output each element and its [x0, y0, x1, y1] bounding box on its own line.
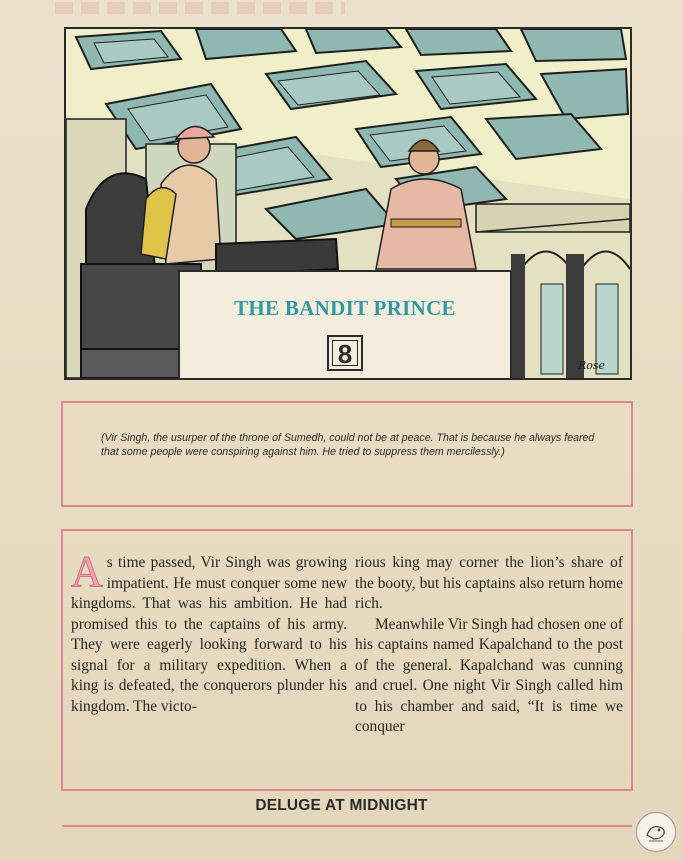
chapter-number-badge: 8	[327, 335, 363, 371]
story-title: THE BANDIT PRINCE	[234, 296, 456, 320]
right-column-paragraph-2: Meanwhile Vir Singh had chosen one of his captains named Kapalchand to the post of the general. Kapalchand was cunning and cruel. One night Vir Singh called him to his chamber and said, “It is time we conquer	[355, 615, 623, 735]
right-text-column	[355, 553, 623, 738]
story-text-box	[61, 529, 633, 791]
bleed-through-header	[55, 2, 345, 14]
publisher-logo-icon	[636, 812, 676, 852]
left-text-column	[71, 547, 347, 717]
title-panel	[178, 270, 512, 378]
next-story-title: DELUGE AT MIDNIGHT	[255, 797, 428, 814]
summary-box	[61, 401, 633, 507]
left-column-text: s time passed, Vir Singh was growing impatient. He must conquer some new kingdoms. That was his ambition. He had promised this to the captains of his army. They were eagerly looking forward to his signal for a military expedition. When a king is defeated, the conquerors plunder his kingdom. The victo-	[71, 554, 347, 715]
footer-divider	[62, 825, 632, 827]
right-column-paragraph-1: rious king may corner the lion’s share of the booty, but his captains also return home rich.	[355, 554, 623, 612]
summary-text: (Vir Singh, the usurper of the throne of Sumedh, could not be at peace. That is because he always feared that some people were conspiring against him. He tried to suppress them mercilessly.)	[101, 432, 595, 458]
dropcap-letter: A	[71, 547, 103, 596]
artist-signature: Rose	[578, 359, 606, 372]
